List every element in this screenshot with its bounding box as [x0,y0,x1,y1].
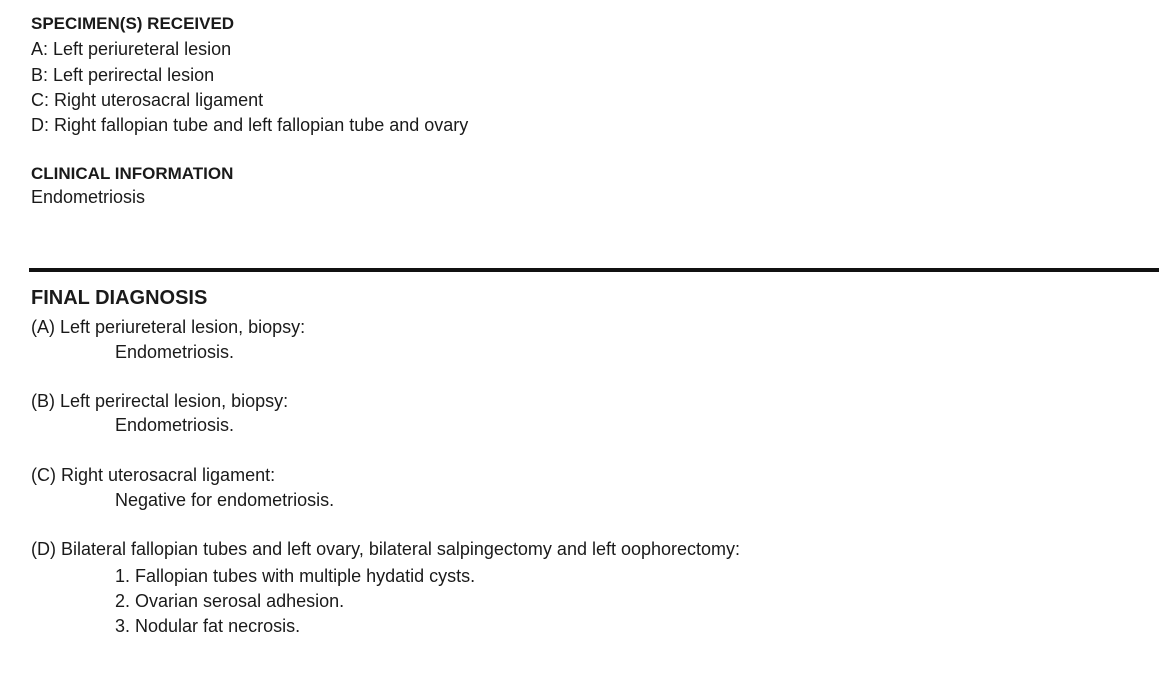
diagnosis-a-finding: Endometriosis. [115,342,235,362]
diagnosis-d-title: (D) Bilateral fallopian tubes and left ovary, bilateral salpingectomy and left oophorectomy: [31,539,741,559]
specimen-item-b: B: Left perirectal lesion [31,65,215,85]
specimen-item-c: C: Right uterosacral ligament [31,90,264,110]
diagnosis-d-finding-2: 2. Ovarian serosal adhesion. [115,591,345,611]
diagnosis-heading: FINAL DIAGNOSIS [31,287,208,309]
diagnosis-c-title: (C) Right uterosacral ligament: [31,465,276,485]
diagnosis-d-finding-1: 1. Fallopian tubes with multiple hydatid cysts. [115,566,476,586]
diagnosis-a-title: (A) Left periureteral lesion, biopsy: [31,317,306,337]
specimen-item-d: D: Right fallopian tube and left fallopian tube and ovary [31,115,469,135]
clinical-text: Endometriosis [31,187,146,207]
specimens-heading: SPECIMEN(S) RECEIVED [31,14,235,33]
diagnosis-c-finding: Negative for endometriosis. [115,490,335,510]
diagnosis-d-finding-3: 3. Nodular fat necrosis. [115,616,301,636]
diagnosis-b-finding: Endometriosis. [115,415,235,435]
specimen-item-a: A: Left periureteral lesion [31,39,232,59]
diagnosis-b-title: (B) Left perirectal lesion, biopsy: [31,391,289,411]
clinical-heading: CLINICAL INFORMATION [31,164,234,183]
section-divider [29,268,1159,272]
